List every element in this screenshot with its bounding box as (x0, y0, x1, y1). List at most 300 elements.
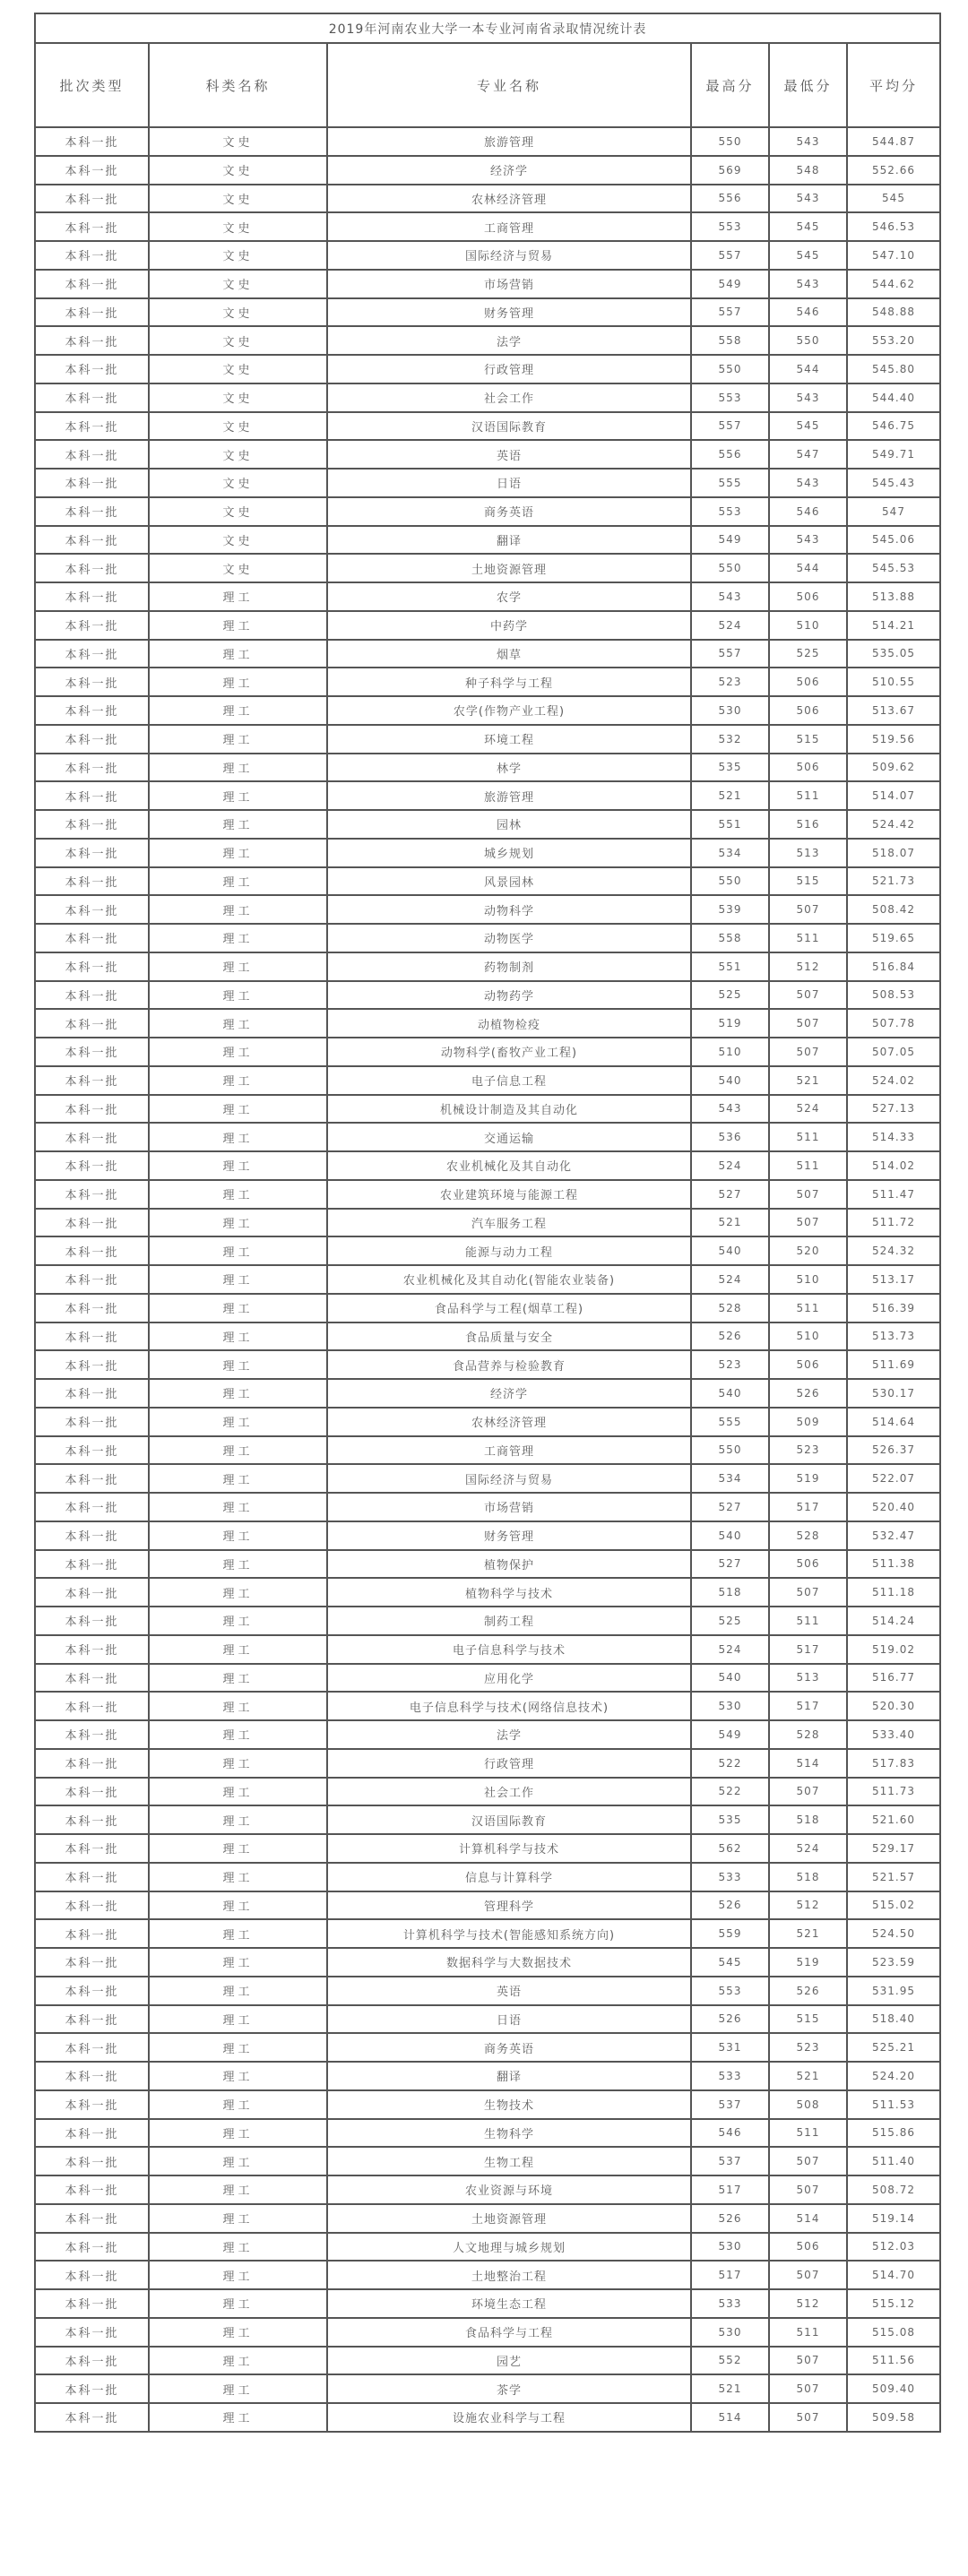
table-row (35, 2175, 940, 2204)
cell-category: 理工 (149, 1464, 327, 1493)
cell-category: 理工 (149, 1123, 327, 1151)
table-row (35, 2005, 940, 2034)
table-row (35, 1607, 940, 1635)
cell-avg-score: 511.38 (847, 1550, 940, 1579)
cell-min-score: 515 (769, 725, 847, 754)
cell-batch: 本科一批 (35, 1265, 149, 1294)
cell-max-score: 555 (691, 469, 769, 497)
cell-avg-score: 529.17 (847, 1834, 940, 1863)
cell-major: 法学 (327, 326, 691, 355)
table-row (35, 2403, 940, 2432)
cell-max-score: 536 (691, 1123, 769, 1151)
cell-max-score: 527 (691, 1493, 769, 1521)
cell-avg-score: 518.07 (847, 839, 940, 867)
cell-batch: 本科一批 (35, 1009, 149, 1038)
cell-max-score: 535 (691, 1805, 769, 1834)
cell-avg-score: 531.95 (847, 1977, 940, 2005)
cell-max-score: 557 (691, 412, 769, 441)
cell-major: 食品科学与工程 (327, 2318, 691, 2347)
cell-max-score: 525 (691, 1607, 769, 1635)
cell-major: 数据科学与大数据技术 (327, 1948, 691, 1977)
cell-max-score: 558 (691, 326, 769, 355)
cell-min-score: 545 (769, 212, 847, 241)
cell-min-score: 543 (769, 383, 847, 412)
cell-category: 理工 (149, 2233, 327, 2262)
cell-min-score: 543 (769, 469, 847, 497)
cell-min-score: 543 (769, 127, 847, 156)
cell-min-score: 512 (769, 1891, 847, 1920)
cell-category: 理工 (149, 1720, 327, 1749)
cell-major: 社会工作 (327, 1778, 691, 1806)
cell-min-score: 526 (769, 1379, 847, 1408)
cell-min-score: 506 (769, 582, 847, 611)
cell-max-score: 514 (691, 2403, 769, 2432)
cell-batch: 本科一批 (35, 1379, 149, 1408)
cell-category: 理工 (149, 696, 327, 725)
cell-min-score: 523 (769, 2033, 847, 2062)
cell-batch: 本科一批 (35, 1350, 149, 1379)
header-max-score: 最高分 (691, 43, 769, 127)
cell-min-score: 544 (769, 554, 847, 582)
cell-max-score: 557 (691, 640, 769, 668)
cell-major: 交通运输 (327, 1123, 691, 1151)
table-row (35, 554, 940, 582)
cell-category: 理工 (149, 2403, 327, 2432)
cell-major: 电子信息科学与技术(网络信息技术) (327, 1692, 691, 1720)
cell-max-score: 522 (691, 1749, 769, 1778)
cell-major: 农业机械化及其自动化(智能农业装备) (327, 1265, 691, 1294)
cell-max-score: 517 (691, 2175, 769, 2204)
cell-major: 农业机械化及其自动化 (327, 1151, 691, 1180)
cell-category: 理工 (149, 1578, 327, 1607)
cell-batch: 本科一批 (35, 1066, 149, 1095)
cell-min-score: 507 (769, 1778, 847, 1806)
cell-avg-score: 516.84 (847, 952, 940, 981)
cell-avg-score: 515.08 (847, 2318, 940, 2347)
cell-avg-score: 545 (847, 185, 940, 213)
cell-min-score: 526 (769, 1977, 847, 2005)
table-row (35, 326, 940, 355)
table-row (35, 582, 940, 611)
cell-category: 理工 (149, 1493, 327, 1521)
cell-batch: 本科一批 (35, 952, 149, 981)
cell-major: 行政管理 (327, 1749, 691, 1778)
cell-max-score: 523 (691, 1350, 769, 1379)
cell-major: 园林 (327, 810, 691, 839)
cell-batch: 本科一批 (35, 1493, 149, 1521)
cell-category: 理工 (149, 1350, 327, 1379)
cell-min-score: 509 (769, 1408, 847, 1436)
cell-batch: 本科一批 (35, 668, 149, 696)
cell-min-score: 513 (769, 1664, 847, 1693)
cell-avg-score: 545.53 (847, 554, 940, 582)
cell-min-score: 511 (769, 2119, 847, 2148)
cell-avg-score: 519.02 (847, 1635, 940, 1664)
cell-avg-score: 519.65 (847, 924, 940, 952)
cell-min-score: 516 (769, 810, 847, 839)
cell-batch: 本科一批 (35, 725, 149, 754)
cell-category: 理工 (149, 924, 327, 952)
cell-min-score: 547 (769, 440, 847, 469)
table-row (35, 696, 940, 725)
cell-min-score: 524 (769, 1834, 847, 1863)
table-row (35, 241, 940, 270)
cell-avg-score: 544.87 (847, 127, 940, 156)
cell-avg-score: 514.21 (847, 611, 940, 640)
cell-max-score: 527 (691, 1550, 769, 1579)
cell-category: 理工 (149, 1834, 327, 1863)
cell-avg-score: 514.07 (847, 781, 940, 810)
table-row (35, 1863, 940, 1891)
cell-max-score: 530 (691, 696, 769, 725)
cell-min-score: 506 (769, 1350, 847, 1379)
cell-major: 设施农业科学与工程 (327, 2403, 691, 2432)
cell-batch: 本科一批 (35, 212, 149, 241)
table-row (35, 1578, 940, 1607)
cell-batch: 本科一批 (35, 469, 149, 497)
cell-category: 理工 (149, 754, 327, 782)
cell-min-score: 528 (769, 1521, 847, 1550)
cell-category: 文史 (149, 241, 327, 270)
table-row (35, 952, 940, 981)
cell-major: 工商管理 (327, 212, 691, 241)
cell-min-score: 507 (769, 2261, 847, 2289)
cell-batch: 本科一批 (35, 1436, 149, 1465)
cell-category: 理工 (149, 1180, 327, 1209)
cell-min-score: 550 (769, 326, 847, 355)
cell-batch: 本科一批 (35, 2261, 149, 2289)
cell-batch: 本科一批 (35, 326, 149, 355)
cell-category: 理工 (149, 1038, 327, 1066)
cell-batch: 本科一批 (35, 1322, 149, 1351)
cell-avg-score: 517.83 (847, 1749, 940, 1778)
header-min-score: 最低分 (769, 43, 847, 127)
table-row (35, 1635, 940, 1664)
cell-batch: 本科一批 (35, 1209, 149, 1237)
cell-category: 理工 (149, 2204, 327, 2233)
table-row (35, 2233, 940, 2262)
cell-batch: 本科一批 (35, 1607, 149, 1635)
cell-category: 文史 (149, 355, 327, 383)
cell-category: 理工 (149, 2062, 327, 2090)
cell-category: 文史 (149, 326, 327, 355)
table-row (35, 2374, 940, 2403)
cell-avg-score: 509.40 (847, 2374, 940, 2403)
cell-major: 城乡规划 (327, 839, 691, 867)
cell-batch: 本科一批 (35, 810, 149, 839)
cell-batch: 本科一批 (35, 2347, 149, 2375)
cell-avg-score: 547.10 (847, 241, 940, 270)
cell-category: 理工 (149, 1635, 327, 1664)
cell-max-score: 533 (691, 1863, 769, 1891)
cell-batch: 本科一批 (35, 2119, 149, 2148)
cell-min-score: 519 (769, 1948, 847, 1977)
table-row (35, 2062, 940, 2090)
cell-avg-score: 511.73 (847, 1778, 940, 1806)
header-major: 专业名称 (327, 43, 691, 127)
cell-max-score: 543 (691, 1095, 769, 1124)
cell-major: 法学 (327, 1720, 691, 1749)
cell-min-score: 546 (769, 298, 847, 327)
cell-category: 理工 (149, 1322, 327, 1351)
cell-major: 电子信息工程 (327, 1066, 691, 1095)
table-row (35, 1749, 940, 1778)
cell-category: 理工 (149, 2175, 327, 2204)
cell-min-score: 510 (769, 1322, 847, 1351)
table-row (35, 981, 940, 1010)
cell-major: 汉语国际教育 (327, 1805, 691, 1834)
cell-max-score: 526 (691, 1322, 769, 1351)
table-row (35, 270, 940, 298)
table-row (35, 640, 940, 668)
cell-max-score: 524 (691, 1265, 769, 1294)
cell-category: 理工 (149, 1948, 327, 1977)
table-row (35, 469, 940, 497)
cell-category: 理工 (149, 1919, 327, 1948)
table-row (35, 2090, 940, 2119)
cell-min-score: 507 (769, 2175, 847, 2204)
cell-max-score: 539 (691, 895, 769, 924)
cell-major: 计算机科学与技术(智能感知系统方向) (327, 1919, 691, 1948)
cell-batch: 本科一批 (35, 1834, 149, 1863)
table-row (35, 1151, 940, 1180)
cell-major: 生物技术 (327, 2090, 691, 2119)
cell-avg-score: 512.03 (847, 2233, 940, 2262)
cell-batch: 本科一批 (35, 2175, 149, 2204)
cell-batch: 本科一批 (35, 440, 149, 469)
cell-min-score: 545 (769, 241, 847, 270)
cell-max-score: 526 (691, 1891, 769, 1920)
cell-batch: 本科一批 (35, 582, 149, 611)
cell-category: 理工 (149, 895, 327, 924)
cell-category: 理工 (149, 2261, 327, 2289)
cell-category: 理工 (149, 1977, 327, 2005)
cell-major: 农林经济管理 (327, 1408, 691, 1436)
cell-batch: 本科一批 (35, 924, 149, 952)
cell-category: 文史 (149, 412, 327, 441)
cell-major: 管理科学 (327, 1891, 691, 1920)
table-row (35, 156, 940, 185)
cell-batch: 本科一批 (35, 127, 149, 156)
table-row (35, 867, 940, 896)
cell-batch: 本科一批 (35, 1038, 149, 1066)
cell-min-score: 525 (769, 640, 847, 668)
cell-batch: 本科一批 (35, 2204, 149, 2233)
cell-batch: 本科一批 (35, 156, 149, 185)
cell-batch: 本科一批 (35, 185, 149, 213)
cell-category: 理工 (149, 2374, 327, 2403)
table-row (35, 1464, 940, 1493)
cell-min-score: 507 (769, 2374, 847, 2403)
cell-major: 经济学 (327, 1379, 691, 1408)
cell-batch: 本科一批 (35, 1521, 149, 1550)
table-row (35, 895, 940, 924)
cell-batch: 本科一批 (35, 1749, 149, 1778)
cell-avg-score: 532.47 (847, 1521, 940, 1550)
cell-avg-score: 548.88 (847, 298, 940, 327)
cell-avg-score: 523.59 (847, 1948, 940, 1977)
cell-max-score: 540 (691, 1066, 769, 1095)
cell-avg-score: 546.75 (847, 412, 940, 441)
cell-max-score: 553 (691, 383, 769, 412)
table-row (35, 1436, 940, 1465)
cell-batch: 本科一批 (35, 1550, 149, 1579)
cell-category: 理工 (149, 1209, 327, 1237)
cell-major: 电子信息科学与技术 (327, 1635, 691, 1664)
cell-avg-score: 515.86 (847, 2119, 940, 2148)
cell-category: 理工 (149, 2033, 327, 2062)
cell-major: 农学(作物产业工程) (327, 696, 691, 725)
cell-avg-score: 508.53 (847, 981, 940, 1010)
cell-batch: 本科一批 (35, 1635, 149, 1664)
cell-max-score: 533 (691, 2062, 769, 2090)
cell-batch: 本科一批 (35, 1778, 149, 1806)
cell-avg-score: 519.14 (847, 2204, 940, 2233)
cell-major: 茶学 (327, 2374, 691, 2403)
cell-batch: 本科一批 (35, 867, 149, 896)
cell-major: 财务管理 (327, 298, 691, 327)
cell-category: 文史 (149, 440, 327, 469)
table-row (35, 212, 940, 241)
cell-max-score: 524 (691, 1151, 769, 1180)
cell-batch: 本科一批 (35, 2403, 149, 2432)
cell-category: 文史 (149, 469, 327, 497)
cell-avg-score: 527.13 (847, 1095, 940, 1124)
cell-batch: 本科一批 (35, 1408, 149, 1436)
cell-category: 理工 (149, 867, 327, 896)
cell-batch: 本科一批 (35, 270, 149, 298)
table-row (35, 839, 940, 867)
cell-category: 理工 (149, 2090, 327, 2119)
cell-batch: 本科一批 (35, 2005, 149, 2034)
cell-category: 理工 (149, 1408, 327, 1436)
cell-avg-score: 544.62 (847, 270, 940, 298)
cell-max-score: 535 (691, 754, 769, 782)
cell-batch: 本科一批 (35, 526, 149, 555)
cell-category: 理工 (149, 1151, 327, 1180)
cell-min-score: 528 (769, 1720, 847, 1749)
cell-batch: 本科一批 (35, 696, 149, 725)
table-row (35, 2119, 940, 2148)
table-row (35, 810, 940, 839)
cell-min-score: 507 (769, 2403, 847, 2432)
header-category: 科类名称 (149, 43, 327, 127)
cell-min-score: 512 (769, 952, 847, 981)
cell-major: 旅游管理 (327, 127, 691, 156)
cell-major: 土地资源管理 (327, 2204, 691, 2233)
cell-major: 药物制剂 (327, 952, 691, 981)
cell-min-score: 510 (769, 611, 847, 640)
cell-batch: 本科一批 (35, 497, 149, 526)
cell-batch: 本科一批 (35, 355, 149, 383)
cell-batch: 本科一批 (35, 2289, 149, 2318)
table-header-row (35, 43, 940, 127)
cell-major: 中药学 (327, 611, 691, 640)
table-row (35, 1123, 940, 1151)
cell-avg-score: 514.02 (847, 1151, 940, 1180)
cell-category: 理工 (149, 1692, 327, 1720)
cell-min-score: 521 (769, 2062, 847, 2090)
cell-major: 商务英语 (327, 497, 691, 526)
cell-min-score: 510 (769, 1265, 847, 1294)
table-row (35, 2204, 940, 2233)
cell-avg-score: 516.77 (847, 1664, 940, 1693)
cell-avg-score: 545.06 (847, 526, 940, 555)
cell-batch: 本科一批 (35, 1863, 149, 1891)
cell-major: 生物科学 (327, 2119, 691, 2148)
cell-major: 植物科学与技术 (327, 1578, 691, 1607)
cell-max-score: 540 (691, 1521, 769, 1550)
cell-max-score: 537 (691, 2090, 769, 2119)
table-row (35, 298, 940, 327)
cell-category: 文史 (149, 127, 327, 156)
cell-avg-score: 514.33 (847, 1123, 940, 1151)
table-row (35, 1180, 940, 1209)
cell-major: 生物工程 (327, 2147, 691, 2175)
cell-avg-score: 511.72 (847, 1209, 940, 1237)
cell-category: 理工 (149, 2119, 327, 2148)
cell-category: 文史 (149, 270, 327, 298)
cell-batch: 本科一批 (35, 1919, 149, 1948)
cell-category: 理工 (149, 839, 327, 867)
cell-max-score: 519 (691, 1009, 769, 1038)
cell-category: 理工 (149, 1379, 327, 1408)
cell-major: 动物药学 (327, 981, 691, 1010)
cell-avg-score: 545.43 (847, 469, 940, 497)
cell-batch: 本科一批 (35, 298, 149, 327)
cell-batch: 本科一批 (35, 383, 149, 412)
cell-avg-score: 515.02 (847, 1891, 940, 1920)
cell-category: 理工 (149, 1749, 327, 1778)
cell-min-score: 506 (769, 1550, 847, 1579)
cell-major: 动物科学(畜牧产业工程) (327, 1038, 691, 1066)
cell-category: 文史 (149, 383, 327, 412)
cell-avg-score: 544.40 (847, 383, 940, 412)
cell-max-score: 546 (691, 2119, 769, 2148)
cell-min-score: 524 (769, 1095, 847, 1124)
cell-min-score: 546 (769, 497, 847, 526)
cell-min-score: 523 (769, 1436, 847, 1465)
cell-category: 理工 (149, 668, 327, 696)
cell-major: 农学 (327, 582, 691, 611)
cell-major: 人文地理与城乡规划 (327, 2233, 691, 2262)
cell-avg-score: 507.05 (847, 1038, 940, 1066)
cell-batch: 本科一批 (35, 611, 149, 640)
cell-batch: 本科一批 (35, 1891, 149, 1920)
cell-category: 理工 (149, 1778, 327, 1806)
cell-min-score: 543 (769, 526, 847, 555)
cell-max-score: 550 (691, 1436, 769, 1465)
cell-major: 汉语国际教育 (327, 412, 691, 441)
cell-avg-score: 510.55 (847, 668, 940, 696)
cell-max-score: 540 (691, 1664, 769, 1693)
cell-max-score: 527 (691, 1180, 769, 1209)
cell-max-score: 551 (691, 810, 769, 839)
cell-batch: 本科一批 (35, 1123, 149, 1151)
cell-max-score: 550 (691, 867, 769, 896)
cell-major: 市场营销 (327, 1493, 691, 1521)
table-row (35, 1265, 940, 1294)
cell-max-score: 521 (691, 1209, 769, 1237)
cell-batch: 本科一批 (35, 1578, 149, 1607)
cell-avg-score: 524.20 (847, 2062, 940, 2090)
cell-max-score: 549 (691, 270, 769, 298)
cell-batch: 本科一批 (35, 1664, 149, 1693)
cell-max-score: 550 (691, 554, 769, 582)
cell-min-score: 506 (769, 696, 847, 725)
cell-batch: 本科一批 (35, 640, 149, 668)
cell-major: 林学 (327, 754, 691, 782)
